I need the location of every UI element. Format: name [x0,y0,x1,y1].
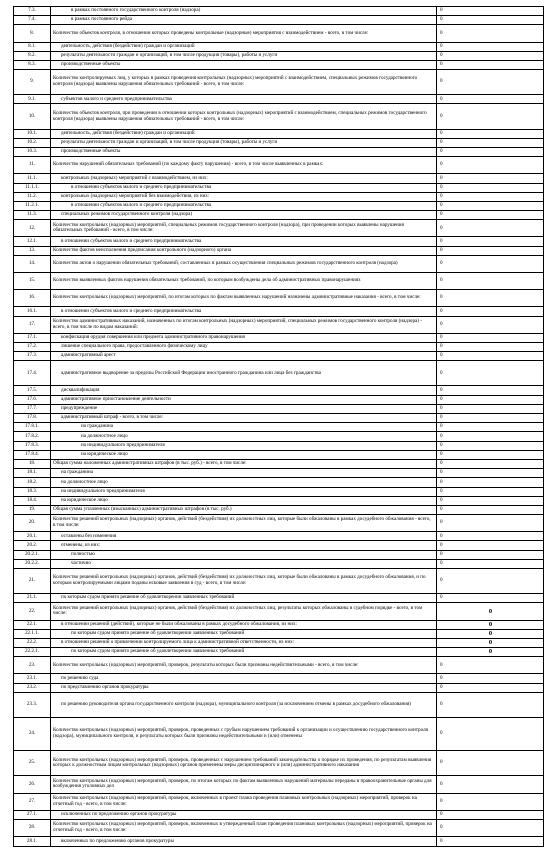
table-row [14,810,544,819]
row-indicator-text: дисквалификация [51,386,437,395]
row-indicator-text: в отношении решений (действий), которые не были обжалованы в рамках досудебного обжалования, из них: [51,620,437,629]
row-number: 16. [14,290,51,307]
table-row [14,255,544,272]
row-number: 22.2. [14,638,51,647]
row-value: 0 [437,837,544,847]
table-row [14,25,544,42]
table-row [14,441,544,450]
table-row [14,333,544,342]
table-row [14,718,544,751]
row-value: 0 [437,751,544,776]
row-number: 22.1.1. [14,629,51,638]
row-indicator-text: административное приостановление деятельности [51,395,437,404]
table-row [14,541,544,550]
table-row [14,692,544,717]
row-value: 0 [437,810,544,819]
row-value: 0 [437,201,544,210]
row-value: 0 [437,692,544,717]
table-row [14,776,544,793]
table-row [14,432,544,441]
table-row [14,51,544,60]
row-indicator-text: в отношении субъектов малого и среднего предпринимательства [51,307,437,316]
table-row [14,603,544,620]
table-row [14,478,544,487]
row-value: 0 [437,138,544,147]
row-indicator-text: исключенных по предложению органов прокуратуры [51,810,437,819]
row-value: 0 [437,505,544,514]
table-row [14,290,544,307]
row-value: 0 [437,60,544,69]
row-number: 12.1. [14,237,51,246]
row-number: 21. [14,569,51,594]
table-row [14,220,544,237]
row-value: 0 [437,148,544,157]
row-indicator-text: административный штраф - всего, в том числе: [51,414,437,423]
table-row [14,342,544,351]
row-value: 0 [437,569,544,594]
table-row [14,469,544,478]
row-number: 17.6. [14,395,51,404]
table-row [14,594,544,603]
row-indicator-text: контрольных (надзорных) мероприятий без взаимодействия, из них: [51,192,437,201]
table-row [14,515,544,532]
table-row [14,201,544,210]
row-number: 8. [14,25,51,42]
table-row [14,819,544,836]
row-indicator-text: на должностное лицо [51,432,437,441]
row-number: 17.8.2. [14,432,51,441]
row-value: 0 [437,776,544,793]
row-indicator-text: результаты деятельности граждан и организаций, в том числе продукция (товары), работы и услуги [51,51,437,60]
row-indicator-text: предупреждение [51,404,437,413]
row-value: 0 [437,220,544,237]
table-row [14,648,544,657]
row-number: 7.4. [14,16,51,25]
report-table-body [14,7,544,847]
row-indicator-text: Общая сумма наложенных административных штрафов (в тыс. руб.) - всего, в том числе: [51,459,437,468]
row-number: 17.1. [14,333,51,342]
row-value: 0 [437,648,544,657]
table-row [14,674,544,683]
row-value: 0 [437,174,544,183]
table-row [14,211,544,220]
row-indicator-text: производственные объекты [51,60,437,69]
row-value: 0 [437,307,544,316]
row-number: 14. [14,255,51,272]
row-number: 7.3. [14,7,51,16]
row-value: 0 [437,386,544,395]
row-value: 0 [437,183,544,192]
row-value: 0 [437,192,544,201]
table-row [14,174,544,183]
row-number: 10.2. [14,138,51,147]
row-value: 0 [437,333,544,342]
row-number: 11.3. [14,211,51,220]
row-value: 0 [437,674,544,683]
table-row [14,638,544,647]
row-number: 10. [14,104,51,129]
row-number: 11.2.1. [14,201,51,210]
table-row [14,42,544,51]
table-row [14,505,544,514]
row-value: 0 [437,70,544,95]
row-indicator-text: на индивидуального предпринимателя [51,441,437,450]
table-row [14,459,544,468]
row-number: 23.2. [14,683,51,692]
row-number: 18. [14,459,51,468]
table-row [14,138,544,147]
row-value: 0 [437,594,544,603]
row-indicator-text: Количество контрольных (надзорных) мероприятий, проверок, проведенных с нарушением требований законодательства о порядке их проведения, по результатам выявления которых к должностным лицам контрольных (надзорных) органов применены меры дисциплинарного и (или) административного наказания [51,751,437,776]
row-indicator-text: лишение специального права, предоставленного физическому лицу [51,342,437,351]
row-value: 0 [437,450,544,459]
table-row [14,157,544,174]
table-row [14,7,544,16]
row-indicator-text: Количество контрольных (надзорных) мероприятий, проверок, проведенных с грубым нарушением требований к организации и осуществлению государственного контроля (надзора), муниципального контроля, и результаты которых были признаны недействительными и (или) отменены [51,718,437,751]
row-number: 18.3. [14,487,51,496]
row-number: 22.2.1. [14,648,51,657]
row-value: 0 [437,541,544,550]
row-indicator-text: конфискация орудия совершения или предмета административного правонарушения [51,333,437,342]
row-value: 0 [437,104,544,129]
row-number: 16.1. [14,307,51,316]
table-row [14,148,544,157]
row-indicator-text: Количество объектов контроля, в отношении которых проведены контрольные (надзорные) мероприятия с взаимодействием - всего, в том числе: [51,25,437,42]
table-row [14,683,544,692]
row-indicator-text: на должностное лицо [51,478,437,487]
row-indicator-text: Количество актов о нарушении обязательных требований, составленных в рамках осуществления специальных режимов государственного контроля (надзора) [51,255,437,272]
row-value: 0 [437,316,544,333]
row-indicator-text: в рамках постоянного рейда [51,16,437,25]
row-indicator-text: Количество нарушений обязательных требований (по каждому факту нарушения) - всего, в том числе выявленных в рамках: [51,157,437,174]
table-row [14,60,544,69]
row-indicator-text: на гражданина [51,469,437,478]
row-indicator-text: оставлены без изменения [51,532,437,541]
row-indicator-text: на индивидуального предпринимателя [51,487,437,496]
row-number: 17. [14,316,51,333]
row-value: 0 [437,423,544,432]
row-indicator-text: Количество контрольных (надзорных) мероприятий, специальных режимов государственного контроля (надзора), при проведении которых выявлены нарушения обязательных требований - всего, в том числе: [51,220,437,237]
row-value: 0 [437,361,544,386]
row-value: 0 [437,629,544,638]
row-value: 0 [437,793,544,810]
table-row [14,16,544,25]
row-indicator-text: в отношении субъектов малого и среднего предпринимательства [51,183,437,192]
row-indicator-text: субъектов малого и среднего предпринимательства [51,95,437,104]
row-value: 0 [437,441,544,450]
table-row [14,414,544,423]
table-row [14,657,544,674]
row-indicator-text: по которым судом принято решение об удовлетворении заявленных требований [51,648,437,657]
row-number: 11.2. [14,192,51,201]
row-number: 9.1. [14,95,51,104]
table-row [14,793,544,810]
row-number: 13. [14,246,51,255]
row-value: 0 [437,404,544,413]
row-indicator-text: на юридическое лицо [51,450,437,459]
row-value: 0 [437,432,544,441]
table-row [14,104,544,129]
row-value: 0 [437,683,544,692]
row-number: 17.8.3. [14,441,51,450]
row-indicator-text: производственные объекты [51,148,437,157]
table-row [14,450,544,459]
row-value: 0 [437,290,544,307]
row-value: 0 [437,25,544,42]
row-indicator-text: Количество контрольных (надзорных) мероприятий, по итогам которых по фактам выявленных нарушений назначены административные наказания - всего, в том числе: [51,290,437,307]
row-value: 0 [437,657,544,674]
row-number: 17.8. [14,414,51,423]
row-number: 12. [14,220,51,237]
table-row [14,569,544,594]
row-indicator-text: включенных по предложению органов прокуратуры [51,837,437,847]
row-number: 8.1. [14,42,51,51]
row-value: 0 [437,7,544,16]
row-value: 0 [437,211,544,220]
row-value: 0 [437,638,544,647]
table-row [14,183,544,192]
row-number: 11.1.1. [14,183,51,192]
row-number: 17.3. [14,352,51,361]
row-value: 0 [437,273,544,290]
row-indicator-text: административное выдворение за пределы Российской Федерации иностранного гражданина или лица без гражданства [51,361,437,386]
row-indicator-text: контрольных (надзорных) мероприятий с взаимодействием, из них: [51,174,437,183]
row-number: 21.1. [14,594,51,603]
row-indicator-text: Общая сумма уплаченных (взысканных) административных штрафов (в тыс. руб.) [51,505,437,514]
table-row [14,307,544,316]
row-value: 0 [437,255,544,272]
row-number: 20.2.1. [14,550,51,559]
row-indicator-text: в отношении решений о привлечении контролируемого лица к административной ответственности, из них: [51,638,437,647]
row-value: 0 [437,550,544,559]
row-indicator-text: Количество решений контрольных (надзорных) органов, действий (бездействия) их должностных лиц, которые были обжалованы в рамках досудебного обжалования, и по которым контролируемыми лицами поданы исковые заявления в суд - всего, в том числе: [51,569,437,594]
row-number: 11.1. [14,174,51,183]
row-value: 0 [437,395,544,404]
row-number: 8.3. [14,60,51,69]
table-row [14,386,544,395]
row-number: 27. [14,793,51,810]
report-table [13,6,544,847]
row-value: 0 [437,246,544,255]
row-indicator-text: по которым судом принято решение об удовлетворении заявленных требований [51,629,437,638]
row-indicator-text: отменены, из них: [51,541,437,550]
row-value: 0 [437,42,544,51]
row-indicator-text: Количество объектов контроля, при проведении в отношении которых контрольных (надзорных) мероприятий с взаимодействием, специальных режимов государственного контроля (надзора) выявлены нарушения обязательных требований - всего, в том числе: [51,104,437,129]
row-indicator-text: на гражданина [51,423,437,432]
row-indicator-text: Количество контрольных (надзорных) мероприятий, проверок, включенных в утвержденный план проведения плановых контрольных (надзорных) мероприятий, проверок на отчетный год - всего, в том числе: [51,819,437,836]
row-indicator-text: в отношении субъектов малого и среднего предпринимательства [51,237,437,246]
row-indicator-text: Количество выявленных фактов нарушения обязательных требований, по которым возбуждены дела об административных правонарушениях [51,273,437,290]
table-row [14,423,544,432]
row-value: 0 [437,620,544,629]
row-indicator-text: в рамках постоянного государственного контроля (надзора) [51,7,437,16]
row-number: 23. [14,657,51,674]
table-row [14,751,544,776]
row-number: 19. [14,505,51,514]
table-row [14,316,544,333]
row-value: 0 [437,129,544,138]
row-number: 17.8.4. [14,450,51,459]
table-row [14,837,544,847]
row-value: 0 [437,487,544,496]
row-number: 28.1. [14,837,51,847]
row-indicator-text: Количество контрольных (надзорных) мероприятий, проверок, по итогам которых по фактам выявленных нарушений материалы переданы в правоохранительные органы для возбуждения уголовных дел [51,776,437,793]
table-row [14,95,544,104]
row-indicator-text: Количество контролируемых лиц, у которых в рамках проведения контрольных (надзорных) мероприятий с взаимодействием, специальных режимов государственного контроля (надзора) выявлены нарушения обязательных требований - всего, в том числе: [51,70,437,95]
row-number: 10.3. [14,148,51,157]
row-value: 0 [437,496,544,505]
table-row [14,559,544,568]
row-number: 27.1. [14,810,51,819]
table-row [14,487,544,496]
row-indicator-text: Количество контрольных (надзорных) мероприятий, проверок, результаты которых были признаны недействительными - всего, в том числе: [51,657,437,674]
row-value: 0 [437,95,544,104]
row-value: 0 [437,342,544,351]
row-number: 26. [14,776,51,793]
row-indicator-text: частично [51,559,437,568]
row-number: 17.5. [14,386,51,395]
row-value: 0 [437,352,544,361]
row-indicator-text: на юридическое лицо [51,496,437,505]
row-number: 22. [14,603,51,620]
row-number: 20.2.2. [14,559,51,568]
table-row [14,395,544,404]
row-indicator-text: деятельность, действия (бездействие) граждан и организаций [51,129,437,138]
row-number: 15. [14,273,51,290]
row-number: 20. [14,515,51,532]
row-number: 8.2. [14,51,51,60]
row-indicator-text: административный арест [51,352,437,361]
row-value: 0 [437,478,544,487]
row-value: 0 [437,603,544,620]
row-indicator-text: Количество решений контрольных (надзорных) органов, действий (бездействия) их должностных лиц, результаты которых обжалованы в судебном порядке - всего, в том числе: [51,603,437,620]
row-number: 23.3. [14,692,51,717]
row-number: 17.7. [14,404,51,413]
row-indicator-text: Количество контрольных (надзорных) мероприятий, проверок, включенных в проект плана проведения плановых контрольных (надзорных) мероприятий, проверок на отчетный год - всего, в том числе: [51,793,437,810]
row-number: 18.4. [14,496,51,505]
row-number: 20.2. [14,541,51,550]
table-row [14,237,544,246]
row-value: 0 [437,718,544,751]
row-value: 0 [437,414,544,423]
row-indicator-text: в отношении субъектов малого и среднего предпринимательства [51,201,437,210]
row-number: 10.1. [14,129,51,138]
row-value: 0 [437,469,544,478]
row-number: 24. [14,718,51,751]
row-number: 11. [14,157,51,174]
table-row [14,246,544,255]
row-value: 0 [437,532,544,541]
row-indicator-text: деятельность, действия (бездействие) граждан и организаций [51,42,437,51]
row-value: 0 [437,51,544,60]
row-number: 17.4. [14,361,51,386]
row-number: 17.8.1. [14,423,51,432]
row-indicator-text: полностью [51,550,437,559]
row-indicator-text: результаты деятельности граждан и организаций, в том числе продукция (товары), работы и услуги [51,138,437,147]
row-number: 25. [14,751,51,776]
table-row [14,629,544,638]
table-row [14,361,544,386]
table-row [14,620,544,629]
row-value: 0 [437,515,544,532]
table-row [14,129,544,138]
row-number: 23.1. [14,674,51,683]
row-value: 0 [437,559,544,568]
row-number: 18.1. [14,469,51,478]
table-row [14,532,544,541]
row-value: 0 [437,157,544,174]
row-number: 22.1. [14,620,51,629]
table-row [14,550,544,559]
row-indicator-text: Количество решений контрольных (надзорных) органов, действий (бездействия) их должностных лиц, которые были обжалованы в рамках досудебного обжалования - всего, в том числе: [51,515,437,532]
row-value: 0 [437,819,544,836]
table-row [14,192,544,201]
table-row [14,404,544,413]
table-row [14,70,544,95]
row-indicator-text: Количество административных наказаний, назначенных по итогам контрольных (надзорных) мероприятий, специальных режимов государственного контроля (надзора) - всего, в том числе по видам наказаний: [51,316,437,333]
row-number: 17.2. [14,342,51,351]
row-number: 18.2. [14,478,51,487]
row-number: 9. [14,70,51,95]
row-number: 20.1. [14,532,51,541]
row-indicator-text: по решению суда [51,674,437,683]
row-number: 28. [14,819,51,836]
row-indicator-text: Количество фактов неисполнения предписания контрольного (надзорного) органа [51,246,437,255]
row-indicator-text: специальных режимов государственного контроля (надзора) [51,211,437,220]
row-indicator-text: по представлению органов прокуратуры [51,683,437,692]
table-row [14,273,544,290]
row-value: 0 [437,237,544,246]
table-row [14,496,544,505]
row-value: 0 [437,459,544,468]
table-row [14,352,544,361]
row-value: 0 [437,16,544,25]
row-indicator-text: по решению руководителя органа государственного контроля (надзора), муниципального контроля (за исключением отмены в рамках досудебного обжалования) [51,692,437,717]
row-indicator-text: по которым судом принято решение об удовлетворении заявленных требований [51,594,437,603]
